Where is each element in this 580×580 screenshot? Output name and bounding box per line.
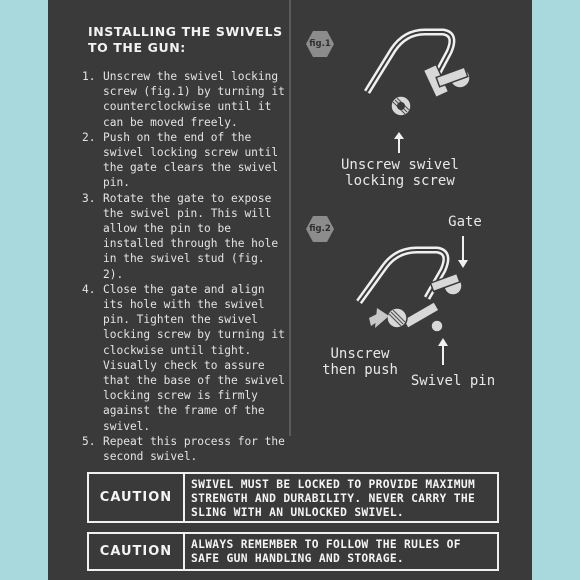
list-item — [82, 282, 287, 434]
step-text: Rotate the gate to expose the swivel pin. This will allow the pin to be installed through the hole in the swivel stud (fig. 2). — [103, 191, 279, 281]
list-item — [82, 191, 287, 282]
caution-tag: CAUTION — [89, 534, 185, 569]
caution-tag: CAUTION — [89, 474, 185, 521]
caution-box-1 — [87, 472, 499, 523]
step-number: 1. — [82, 70, 96, 83]
swivel-fig1-illustration — [345, 20, 485, 130]
gate-label: Gate — [448, 214, 482, 230]
step-number: 5. — [82, 434, 96, 448]
fig1-badge-label: fig.1 — [309, 39, 331, 49]
list-item — [82, 69, 287, 130]
step-text: Close the gate and align its hole with the swivel pin. Tighten the swivel locking screw by turning it clockwise until tight. Visually check to assure that the base of the swivel locking screw is firmly against the frame of the swivel. — [103, 282, 285, 433]
push-caption-line2: then push — [322, 362, 398, 378]
step-number: 3. — [82, 191, 96, 205]
step-text: Unscrew the swivel locking screw (fig.1) by turning it counterclockwise until it can be moved freely. — [103, 70, 285, 129]
list-item — [82, 434, 287, 464]
fig2-badge-label: fig.2 — [309, 224, 331, 234]
swivel-fig2-illustration — [345, 240, 485, 345]
fig1-caption-line2: locking screw — [345, 173, 455, 189]
step-text: Repeat this process for the second swivel. — [103, 434, 285, 464]
step-text: Push on the end of the swivel locking screw until the gate clears the swivel pin. — [103, 130, 279, 190]
column-divider — [289, 0, 291, 436]
arrow-up-icon — [392, 132, 406, 154]
fig1-caption — [330, 157, 470, 189]
caution-text: SWIVEL MUST BE LOCKED TO PROVIDE MAXIMUM STRENGTH AND DURABILITY. NEVER CARRY THE SLING WITH AN UNLOCKED SWIVEL. — [191, 478, 476, 519]
fig1-caption-line1: Unscrew swivel — [340, 157, 459, 173]
section-heading: INSTALLING THE SWIVELS TO THE GUN: — [88, 24, 283, 55]
arrow-up-icon — [436, 338, 450, 366]
caution-box-2 — [87, 532, 499, 571]
step-number: 2. — [82, 130, 96, 144]
push-caption — [320, 346, 400, 378]
list-item — [82, 130, 287, 191]
swivel-pin-label: Swivel pin — [410, 373, 496, 389]
install-steps-list — [82, 69, 287, 464]
fig1-badge — [305, 30, 335, 58]
push-caption-line1: Unscrew — [330, 346, 390, 362]
fig2-badge — [305, 215, 335, 243]
step-number: 4. — [82, 282, 96, 296]
caution-text: ALWAYS REMEMBER TO FOLLOW THE RULES OF SAFE GUN HANDLING AND STORAGE. — [191, 538, 461, 565]
